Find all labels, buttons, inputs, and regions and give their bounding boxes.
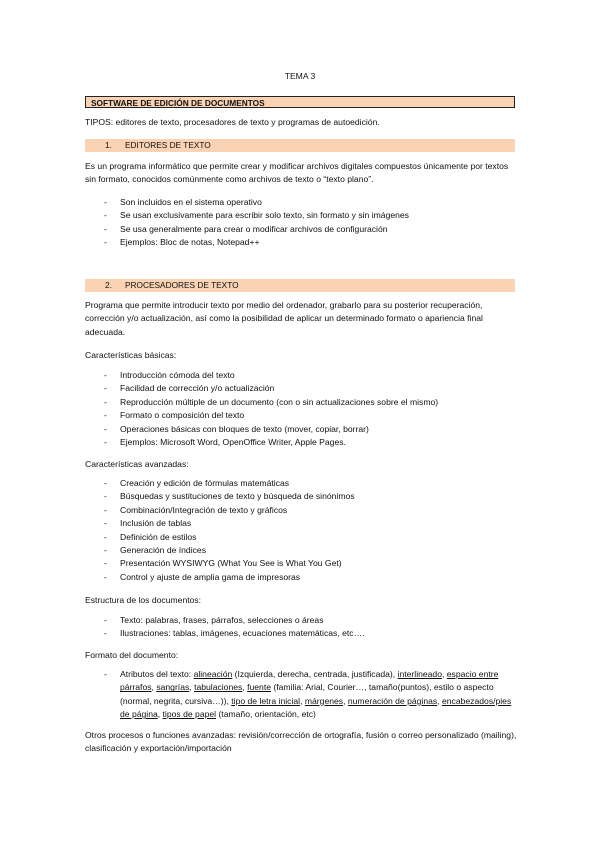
structure-heading: Estructura de los documentos:	[85, 595, 202, 605]
basic-heading: Características básicas:	[85, 350, 177, 360]
list-item	[104, 409, 517, 422]
section2-intro: Programa que permite introducir texto por medio del ordenador, grabarlo para su posterior recuperación, corrección y/o actualización, así como la posibilidad de aplicar un determinado formato o apariencia final adecuada.	[85, 300, 483, 337]
list-item	[104, 557, 517, 570]
list-item-text: Formato o composición del texto	[120, 410, 245, 421]
format-term-tipo-papel: tipos de papel	[162, 709, 217, 720]
format-term-interlineado: interlineado	[397, 669, 442, 679]
format-term-fuente: fuente	[247, 682, 272, 693]
bullet-dash: -	[104, 423, 107, 434]
list-item-text: Ilustraciones: tablas, imágenes, ecuaciones matemáticas, etc….	[120, 628, 365, 639]
bullet-dash: -	[104, 370, 107, 380]
bullet-dash: -	[104, 437, 107, 448]
format-term-alineacion: alineación	[193, 669, 233, 679]
bullet-dash: -	[104, 410, 107, 421]
list-item	[104, 614, 517, 627]
bullet-dash: -	[104, 223, 107, 234]
list-item-text: Control y ajuste de amplia gama de impresoras	[120, 571, 301, 582]
list-item	[104, 236, 517, 249]
list-item	[104, 436, 517, 449]
list-item	[104, 627, 517, 640]
list-item	[104, 668, 517, 722]
list-item	[104, 423, 517, 436]
separator: ,	[189, 682, 195, 693]
section1-heading-band	[85, 139, 515, 152]
format-term-margenes: márgenes	[304, 695, 344, 706]
list-item	[104, 382, 517, 395]
format-term-tipo-letra: tipo de letra inicial	[231, 695, 301, 706]
main-heading-band	[85, 96, 515, 108]
section1-label: EDITORES DE TEXTO	[125, 140, 211, 150]
list-item-text: Introducción cómoda del texto	[120, 370, 235, 380]
list-item-text: Reproducción múltiple de un documento (con o sin actualizaciones sobre el mismo)	[120, 396, 439, 407]
section2-heading-band	[85, 279, 515, 292]
bullet-dash: -	[104, 518, 107, 529]
list-item-text: Se usan exclusivamente para escribir solo texto, sin formato y sin imágenes	[120, 210, 409, 221]
separator: ,	[343, 695, 348, 706]
advanced-list	[104, 477, 517, 584]
bullet-dash: -	[104, 628, 107, 639]
separator: ,	[157, 709, 163, 720]
list-item	[104, 223, 517, 236]
list-item-text: Facilidad de corrección y/o actualización	[120, 383, 275, 394]
bullet-dash: -	[104, 504, 107, 515]
list-item-text: Búsquedas y sustituciones de texto y búsqueda de sinónimos	[120, 491, 355, 502]
list-item-text: Inclusión de tablas	[120, 518, 192, 529]
format-fuente-detail: (familia: Arial, Courier…, tamaño(puntos), estilo o aspecto (normal, negrita, cursiva…)),	[120, 682, 494, 706]
list-item-text: Texto: palabras, frases, párrafos, selecciones o áreas	[120, 615, 324, 625]
bullet-dash: -	[104, 669, 107, 679]
list-item	[104, 369, 517, 382]
list-item-text: Ejemplos: Bloc de notas, Notepad++	[120, 237, 260, 248]
list-item-text: Presentación WYSIWYG (What You See is What You Get)	[120, 558, 342, 569]
bullet-dash: -	[104, 545, 107, 556]
bullet-dash: -	[104, 558, 107, 569]
bullet-dash: -	[104, 383, 107, 394]
list-item	[104, 209, 517, 222]
section1-list	[104, 196, 517, 250]
other-paragraph: Otros procesos o funciones avanzadas: revisión/corrección de ortografía, fusión o correo personalizado (mailing), clasificación y exportación/importación	[85, 730, 517, 754]
bullet-dash: -	[104, 197, 107, 207]
separator: ,	[300, 695, 305, 706]
list-item-text: Operaciones básicas con bloques de texto (mover, copiar, borrar)	[120, 423, 369, 434]
tipos-paragraph: TIPOS: editores de texto, procesadores de texto y programas de autoedición.	[85, 117, 380, 127]
list-item	[104, 490, 517, 503]
basic-list	[104, 369, 517, 449]
separator: ,	[242, 682, 248, 693]
list-item-text: Definición de estilos	[120, 531, 197, 542]
format-list	[104, 668, 517, 722]
list-item	[104, 531, 517, 544]
format-papel-detail: (tamaño, orientación, etc)	[216, 709, 316, 720]
format-term-espacio: espacio entre párrafos	[120, 669, 499, 693]
page-title: TEMA 3	[284, 71, 316, 81]
format-heading: Formato del documento:	[85, 650, 179, 660]
main-heading: SOFTWARE DE EDICIÓN DE DOCUMENTOS	[91, 98, 265, 108]
list-item	[104, 544, 517, 557]
list-item-text: Generación de índices	[120, 545, 206, 556]
list-item-text: Son incluidos en el sistema operativo	[120, 197, 262, 207]
bullet-dash: -	[104, 531, 107, 542]
section1-intro: Es un programa informático que permite crear y modificar archivos digitales compuestos únicamente por textos sin formato, conocidos comúnmente como archivos de texto o “texto plano”.	[85, 161, 509, 185]
bullet-dash: -	[104, 615, 107, 625]
list-item	[104, 517, 517, 530]
format-term-encabezados: encabezados/pies de página	[120, 695, 512, 720]
separator: ,	[151, 682, 157, 693]
list-item-text	[120, 669, 511, 719]
format-term-sangrias: sangrías	[156, 682, 190, 693]
list-item	[104, 196, 517, 209]
bullet-dash: -	[104, 237, 107, 248]
list-item	[104, 477, 517, 490]
section2-label: PROCESADORES DE TEXTO	[125, 280, 239, 290]
list-item	[104, 571, 517, 584]
bullet-dash: -	[104, 491, 107, 502]
advanced-heading: Características avanzadas:	[85, 459, 189, 469]
format-term-numeracion: numeración de páginas	[347, 695, 438, 706]
bullet-dash: -	[104, 571, 107, 582]
section1-number: 1.	[105, 140, 112, 150]
list-item	[104, 396, 517, 409]
bullet-dash: -	[104, 478, 107, 488]
bullet-dash: -	[104, 210, 107, 221]
structure-list	[104, 614, 517, 641]
list-item-text: Ejemplos: Microsoft Word, OpenOffice Writer, Apple Pages.	[120, 437, 346, 448]
separator: ,	[442, 669, 447, 679]
bullet-dash: -	[104, 396, 107, 407]
list-item	[104, 504, 517, 517]
list-item-text: Se usa generalmente para crear o modificar archivos de configuración	[120, 223, 388, 234]
format-term-tabulaciones: tabulaciones	[194, 682, 243, 693]
format-alineacion-detail: (Izquierda, derecha, centrada, justificada),	[232, 669, 398, 679]
separator: ,	[437, 695, 442, 706]
list-item-text: Combinación/Integración de texto y gráficos	[120, 504, 288, 515]
section2-number: 2.	[105, 280, 112, 290]
format-prefix: Atributos del texto:	[120, 669, 194, 679]
list-item-text: Creación y edición de fórmulas matemáticas	[120, 478, 290, 488]
